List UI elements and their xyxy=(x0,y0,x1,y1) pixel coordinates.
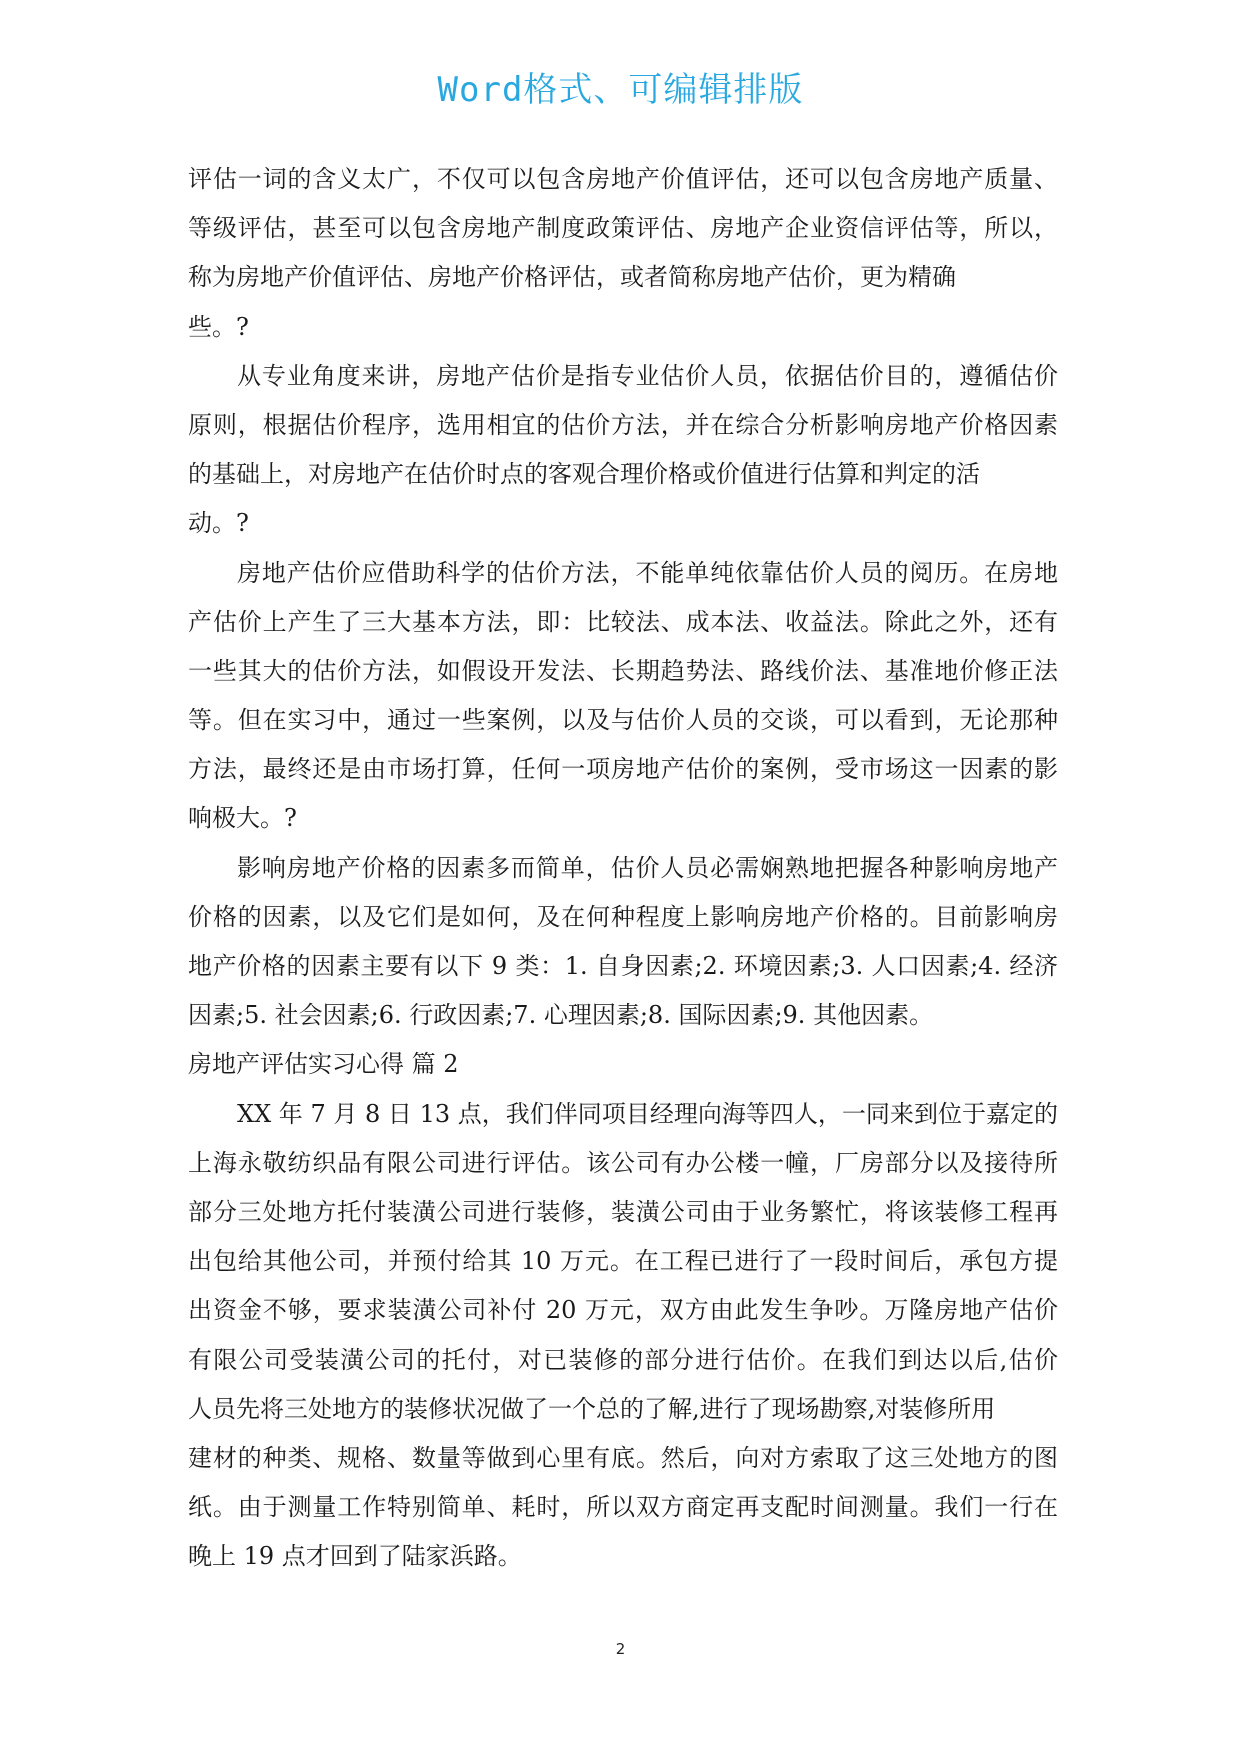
text-line: 出包给其他公司，并预付给其 10 万元。在工程已进行了一段时间后，承包方提 xyxy=(188,1247,1058,1276)
text-line: 人员先将三处地方的装修状况做了一个总的了解,进行了现场勘察,对装修所用 xyxy=(188,1394,996,1423)
text-line: 响极大。? xyxy=(188,804,297,833)
text-line: 动。? xyxy=(188,509,249,538)
document-body xyxy=(188,155,1058,1581)
text-line: 从专业角度来讲，房地产估价是指专业估价人员，依据估价目的，遵循估价 xyxy=(237,361,1058,390)
text-line: 原则，根据估价程序，选用相宜的估价方法，并在综合分析影响房地产价格因素 xyxy=(188,410,1058,439)
text-line: 方法，最终还是由市场打算，任何一项房地产估价的案例，受市场这一因素的影 xyxy=(188,755,1058,784)
text-line: 建材的种类、规格、数量等做到心里有底。然后，向对方索取了这三处地方的图 xyxy=(188,1443,1058,1472)
text-line: 纸。由于测量工作特别简单、耗时，所以双方商定再支配时间测量。我们一行在 xyxy=(188,1493,1058,1522)
text-line: 晚上 19 点才回到了陆家浜路。 xyxy=(188,1542,522,1571)
text-line: 称为房地产价值评估、房地产价格评估，或者简称房地产估价，更为精确 xyxy=(188,263,956,292)
text-line: 房地产估价应借助科学的估价方法，不能单纯依靠估价人员的阅历。在房地 xyxy=(237,558,1058,587)
text-line: 因素;5. 社会因素;6. 行政因素;7. 心理因素;8. 国际因素;9. 其他因素。 xyxy=(188,1001,934,1030)
text-line: 部分三处地方托付装潢公司进行装修，装潢公司由于业务繁忙，将该装修工程再 xyxy=(188,1197,1058,1226)
text-line: 有限公司受装潢公司的托付，对已装修的部分进行估价。在我们到达以后,估价 xyxy=(188,1345,1058,1374)
text-line: 地产价格的因素主要有以下 9 类：1. 自身因素;2. 环境因素;3. 人口因素;4. 经济 xyxy=(188,952,1058,980)
text-line: XX 年 7 月 8 日 13 点，我们伴同项目经理向海等四人，一同来到位于嘉定的 xyxy=(237,1099,1058,1128)
text-line: 影响房地产价格的因素多而简单，估价人员必需娴熟地把握各种影响房地产 xyxy=(237,853,1058,882)
text-line: 些。? xyxy=(188,312,249,341)
text-line: 价格的因素，以及它们是如何，及在何种程度上影响房地产价格的。目前影响房 xyxy=(188,902,1058,931)
text-line: 等级评估，甚至可以包含房地产制度政策评估、房地产企业资信评估等，所以， xyxy=(188,214,1058,243)
text-line: 的基础上，对房地产在估价时点的客观合理价格或价值进行估算和判定的活 xyxy=(188,460,980,489)
page-number: 2 xyxy=(615,1640,626,1658)
text-line: 房地产评估实习心得 篇 2 xyxy=(188,1050,459,1079)
text-line: 评估一词的含义太广，不仅可以包含房地产价值评估，还可以包含房地产质量、 xyxy=(188,165,1058,193)
text-line: 一些其大的估价方法，如假设开发法、长期趋势法、路线价法、基准地价修正法 xyxy=(188,656,1058,685)
text-line: 等。但在实习中，通过一些案例，以及与估价人员的交谈，可以看到，无论那种 xyxy=(188,706,1058,735)
text-line: 出资金不够，要求装潢公司补付 20 万元，双方由此发生争吵。万隆房地产估价 xyxy=(188,1296,1058,1325)
document-header-title: Word格式、可编辑排版 xyxy=(437,70,804,110)
text-line: 产估价上产生了三大基本方法，即：比较法、成本法、收益法。除此之外，还有 xyxy=(188,607,1058,636)
text-line: 上海永敬纺织品有限公司进行评估。该公司有办公楼一幢，厂房部分以及接待所 xyxy=(188,1148,1058,1177)
